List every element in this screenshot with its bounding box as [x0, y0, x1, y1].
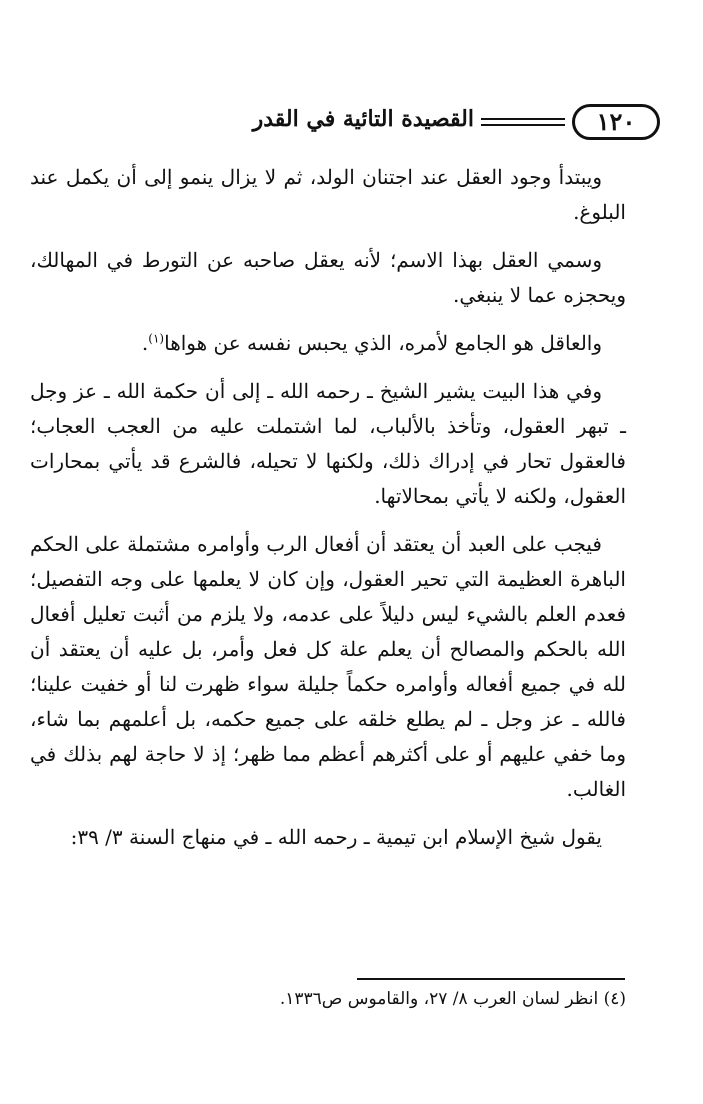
paragraph [30, 326, 626, 361]
paragraph: يقول شيخ الإسلام ابن تيمية ـ رحمه الله ـ في منهاج السنة ٣/ ٣٩: [70, 825, 602, 849]
paragraph: ويبتدأ وجود العقل عند اجتنان الولد، ثم لا يزال ينمو إلى أن يكمل عند البلوغ. [30, 165, 626, 224]
paragraph-end: . [141, 331, 149, 355]
paragraph: وسمي العقل بهذا الاسم؛ لأنه يعقل صاحبه عن التورط في المهالك، ويحجزه عما لا ينبغي. [30, 248, 626, 307]
paragraph: وفي هذا البيت يشير الشيخ ـ رحمه الله ـ إلى أن حكمة الله ـ عز وجل ـ تبهر العقول، وتأخذ بالألباب، لما اشتملت عليه من العجب العجاب؛ فالعقول تحار في إدراك ذلك، ولكنها لا تحيله، فالشرع قد يأتي بمحارات العقول، ولكنه لا يأتي بمحالاتها. [30, 379, 626, 508]
running-title: القصيدة التائية في القدر [252, 106, 474, 132]
page-header [34, 94, 660, 152]
footnote: (٤) انظر لسان العرب ٨/ ٢٧، والقاموس ص١٣٣٦. [279, 989, 626, 1009]
paragraph-text: والعاقل هو الجامع لأمره، الذي يحبس نفسه عن هواها [164, 331, 602, 355]
main-text [30, 160, 626, 868]
footnote-marker: (١) [148, 331, 165, 346]
paragraph: فيجب على العبد أن يعتقد أن أفعال الرب وأوامره مشتملة على الحكم الباهرة العظيمة التي تحير العقول، وإن كان لا يعلمها على وجه التفصيل؛ فعدم العلم بالشيء ليس دليلاً على عدمه، ولا يلزم من أثبت تعليل أفعال الله بالحكم والمصالح أن يعلم علة كل فعل وأمر، بل عليه أن يعتقد أن لله في جميع أفعاله وأوامره حكماً جليلة سواء ظهرت لنا أو خفيت علينا؛ فالله ـ عز وجل ـ لم يطلع خلقه على جميع حكمه، بل أعلمهم بما شاء، وما خفي عليهم أو على أكثرهم أعظم مما ظهر؛ إذ لا حاجة لهم بذلك في الغالب. [30, 532, 626, 801]
page-number: ١٢٠ [572, 104, 660, 140]
footnote-separator [357, 978, 625, 980]
header-rule [481, 118, 565, 126]
